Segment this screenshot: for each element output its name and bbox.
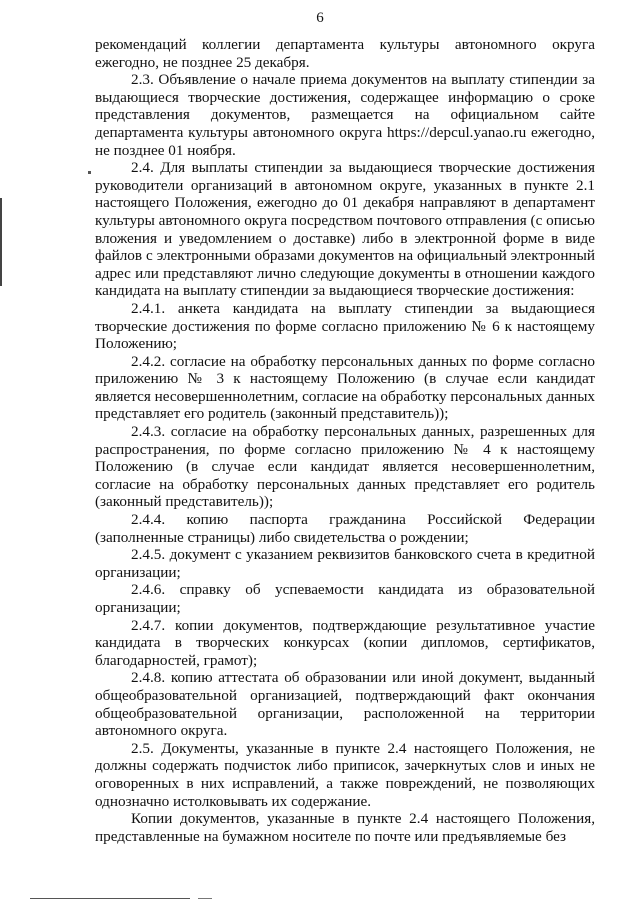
footnote-separator-dash <box>198 898 212 899</box>
paragraph-2-4-4: 2.4.4. копию паспорта гражданина Российской Федерации (заполненные страницы) либо свидетельства о рождении; <box>95 511 595 546</box>
paragraph-2-4-1: 2.4.1. анкета кандидата на выплату стипендии за выдающиеся творческие достижения по форме согласно приложению № 6 к настоящему Положению; <box>95 299 595 353</box>
paragraph-2-4: 2.4. Для выплаты стипендии за выдающиеся творческие достижения руководители организаций в автономном округе, указанных в пункте 2.1 настоящего Положения, ежегодно до 01 декабря направляют в департамент культуры автономного округа посредством почтового отправления (с описью вложения и уведомлением о доставке) либо в электронной форме в виде файлов с электронными образами документов на официальный электронный адрес или представляют лично следующие документы в отношении каждого кандидата на выплату стипендии за выдающиеся творческие достижения: <box>95 159 595 300</box>
paragraph-2-4-6: 2.4.6. справку об успеваемости кандидата из образовательной организации; <box>95 581 595 616</box>
paragraph-2-4-8: 2.4.8. копию аттестата об образовании или иной документ, выданный общеобразовательной организацией, подтверждающий факт окончания общеобразовательной организации, расположенной на территории автономного округа. <box>95 669 595 740</box>
paragraph-2-5: 2.5. Документы, указанные в пункте 2.4 настоящего Положения, не должны содержать подчисток либо приписок, зачеркнутых слов и иных не оговоренных в них исправлений, а также повреждений, не позволяющих однозначно истолковывать их содержание. <box>95 739 595 810</box>
paragraph-continuation: рекомендаций коллегии департамента культуры автономного округа ежегодно, не позднее 25 декабря. <box>95 36 595 71</box>
paragraph-2-4-7: 2.4.7. копии документов, подтверждающие результативное участие кандидата в творческих конкурсах (копии дипломов, сертификатов, благодарностей, грамот); <box>95 616 595 669</box>
paragraph-2-3: 2.3. Объявление о начале приема документов на выплату стипендии за выдающиеся творческие достижения, содержащее информацию о сроке представления документов, размещается на официальном сайте департамента культуры автономного округа https://depcul.yanao.ru ежегодно, не позднее 01 ноября. <box>95 71 595 159</box>
page-number: 6 <box>316 10 324 26</box>
paragraph-2-4-5: 2.4.5. документ с указанием реквизитов банковского счета в кредитной организации; <box>95 546 595 581</box>
document-body <box>95 36 595 845</box>
paragraph-copies: Копии документов, указанные в пункте 2.4 настоящего Положения, представленные на бумажном носителе по почте или предъявляемые без <box>95 810 595 845</box>
scan-margin-mark <box>0 198 2 286</box>
scan-speck <box>88 171 91 174</box>
footnote-separator <box>30 898 190 899</box>
paragraph-2-4-2: 2.4.2. согласие на обработку персональных данных по форме согласно приложению № 3 к настоящему Положению (в случае если кандидат является несовершеннолетним, согласие на обработку персональных данных представляет его родитель (законный представитель)); <box>95 352 595 423</box>
paragraph-2-4-3: 2.4.3. согласие на обработку персональных данных, разрешенных для распространения, по форме согласно приложению № 4 к настоящему Положению (в случае если кандидат является несовершеннолетним, согласие на обработку персональных данных представляет его родитель (законный представитель)); <box>95 423 595 511</box>
